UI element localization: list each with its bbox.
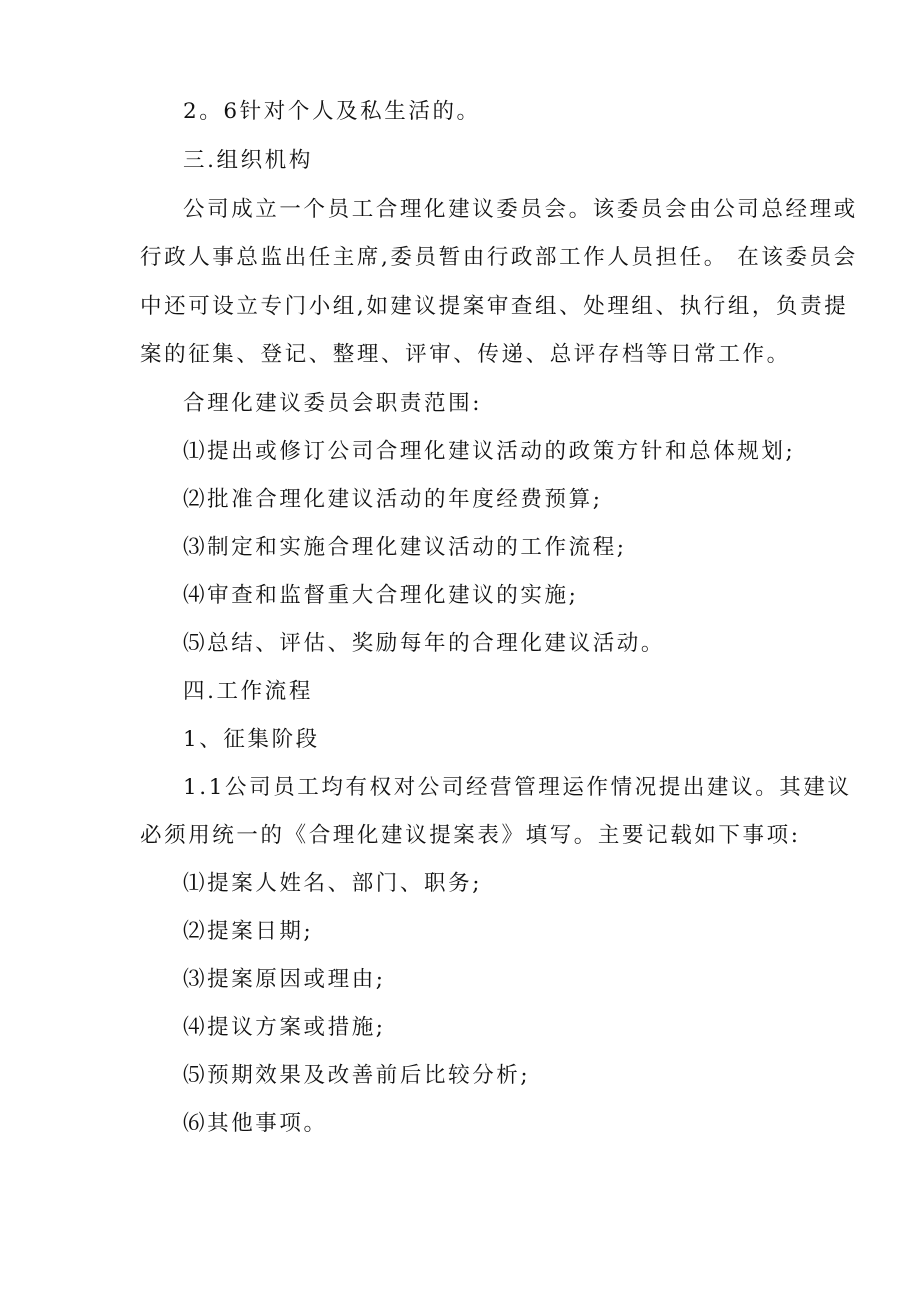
para-2-6-personal-life: 2。6针对个人及私生活的。 xyxy=(183,99,481,124)
duty-item-3: ⑶制定和实施合理化建议活动的工作流程; xyxy=(183,535,627,560)
subheading-collection-stage: 1、征集阶段 xyxy=(183,727,320,752)
para-committee-line-4: 案的征集、登记、整理、评审、传递、总评存档等日常工作。 xyxy=(140,342,791,367)
record-item-2: ⑵提案日期; xyxy=(183,919,314,944)
duty-item-5: ⑸总结、评估、奖励每年的合理化建议活动。 xyxy=(183,631,666,656)
record-item-1: ⑴提案人姓名、部门、职务; xyxy=(183,871,483,896)
record-item-6: ⑹其他事项。 xyxy=(183,1111,328,1136)
para-committee-line-3: 中还可设立专门小组,如建议提案审查组、处理组、执行组，负责提 xyxy=(140,294,849,319)
record-item-5: ⑸预期效果及改善前后比较分析; xyxy=(183,1063,531,1088)
heading-committee-duties: 合理化建议委员会职责范围: xyxy=(183,391,483,416)
heading-workflow: 四.工作流程 xyxy=(183,679,313,704)
para-committee-line-1: 公司成立一个员工合理化建议委员会。该委员会由公司总经理或 xyxy=(183,197,858,222)
heading-organization: 三.组织机构 xyxy=(183,148,313,173)
para-1-1-line-2: 必须用统一的《合理化建议提案表》填写。主要记载如下事项: xyxy=(140,823,801,848)
duty-item-1: ⑴提出或修订公司合理化建议活动的政策方针和总体规划; xyxy=(183,439,796,464)
record-item-3: ⑶提案原因或理由; xyxy=(183,967,386,992)
para-1-1-line-1: 1.1公司员工均有权对公司经营管理运作情况提出建议。其建议 xyxy=(183,775,852,800)
duty-item-2: ⑵批准合理化建议活动的年度经费预算; xyxy=(183,487,603,512)
para-committee-line-2: 行政人事总监出任主席,委员暂由行政部工作人员担任。 在该委员会 xyxy=(140,245,858,270)
record-item-4: ⑷提议方案或措施; xyxy=(183,1015,386,1040)
duty-item-4: ⑷审查和监督重大合理化建议的实施; xyxy=(183,583,579,608)
